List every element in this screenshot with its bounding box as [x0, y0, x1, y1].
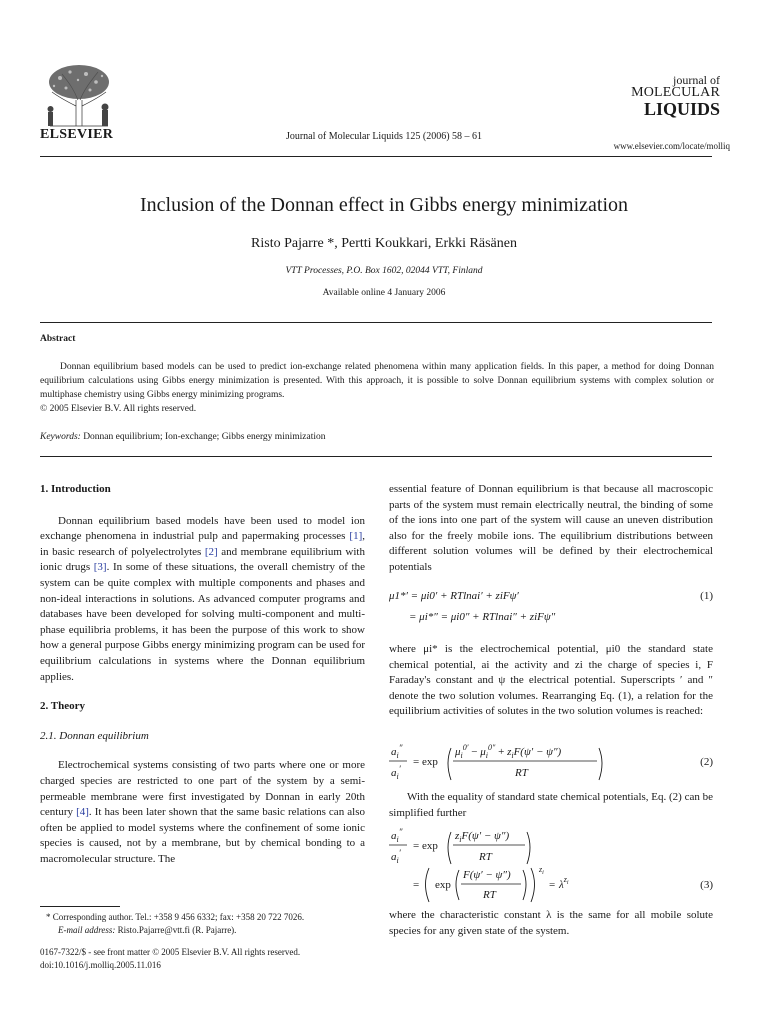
abstract-heading: Abstract [40, 334, 76, 344]
email-value: Risto.Pajarre@vtt.fi (R. Pajarre). [115, 925, 237, 935]
right-paragraph-3: With the equality of standard state chemical potentials, Eq. (2) can be simplified further [389, 791, 713, 819]
journal-url[interactable]: www.elsevier.com/locate/molliq [613, 141, 730, 151]
journal-logo-line3: LIQUIDS [643, 99, 720, 119]
doi-line[interactable]: doi:10.1016/j.molliq.2005.11.016 [40, 960, 161, 970]
keywords [40, 432, 325, 442]
equation-3-number: (3) [700, 879, 713, 891]
abstract-body [40, 360, 714, 416]
abstract-top-divider [40, 322, 712, 323]
journal-logo [590, 74, 720, 118]
footnotes [40, 911, 370, 937]
intro-text-a: Donnan equilibrium based models have been used to model ion exchange phenomena in industrial pulp and papermaking processes [40, 514, 365, 543]
svg-text:RT: RT [483, 889, 496, 901]
svg-text:ai″: $a_i''$ [391, 743, 403, 760]
intro-paragraph [40, 514, 365, 686]
footnote-corresponding: * Corresponding author. Tel.: +358 9 456 6332; fax: +358 20 722 7026. [46, 912, 305, 922]
email-label: E-mail address: [58, 925, 116, 935]
equation-1 [389, 590, 713, 630]
right-column-part-4 [389, 908, 713, 939]
publication-info [40, 946, 380, 972]
header-divider [40, 156, 712, 157]
right-column-part-2 [389, 642, 713, 720]
theory-paragraph [40, 758, 365, 867]
journal-citation: Journal of Molecular Liquids 125 (2006) 58 – 61 [285, 131, 483, 142]
equation-1-number: (1) [700, 590, 713, 602]
svg-text:RT: RT [515, 767, 528, 779]
abstract-copyright: © 2005 Elsevier B.V. All rights reserved. [40, 404, 197, 414]
svg-text:zi: $z_i$ [539, 865, 544, 876]
svg-text:=: = [413, 879, 420, 891]
theory-text-a: Electrochemical systems consisting of two parts where one or more charged species are restricted to one part of the system by a semi-permeable membrane were first investigated by Donnan in early 20th century [40, 759, 365, 819]
citation-link[interactable]: [1] [349, 530, 363, 543]
elsevier-tree-logo-icon [40, 62, 118, 128]
svg-text:exp: exp [435, 879, 451, 891]
availability-date: Available online 4 January 2006 [322, 288, 446, 298]
intro-text-c: and membrane equilibrium with ionic drugs [40, 545, 365, 574]
publisher-name: ELSEVIER [40, 127, 114, 142]
svg-text:= exp: = exp [413, 756, 438, 768]
section-heading-theory: 2. Theory [40, 700, 86, 713]
svg-text:RT: RT [479, 851, 492, 863]
keywords-list: Donnan equilibrium; Ion-exchange; Gibbs energy minimization [83, 432, 326, 442]
keywords-label: Keywords: [40, 432, 81, 442]
left-column [40, 482, 365, 867]
abstract-bottom-divider [40, 456, 712, 457]
equation-2 [389, 740, 713, 786]
citation-link[interactable]: [4] [76, 806, 89, 819]
right-paragraph-2: where μi* is the electrochemical potential, μi0 the standard state chemical potential, ai the activity and zi the charge of species i, F Faraday's constant and ψ the electrical potential. Superscripts ′ and ″ denote the two solution volumes. Rearranging Eq. (1), a relation for the equilibrium activities of solutes in the two solution volumes is reached: [389, 643, 713, 718]
right-column-part-3 [389, 790, 713, 821]
journal-logo-line2: MOLECULAR [631, 85, 720, 100]
citation-link[interactable]: [2] [204, 545, 218, 558]
intro-text-d: . In some of these situations, the overall chemistry of the system can be quite complex with multiple components and phases and non-ideal interactions in solutions. As advanced computer programs and databases have been developed for solving multi-component and multi-phase equilibria problems, it has been the purpose of this work to show how a general purpose Gibbs energy minimizing program can be used for equilibrium calculations in systems where the Donnan equilibrium applies. [40, 561, 365, 683]
svg-text:ai′: $a_i'$ [391, 764, 401, 781]
equation-1-line-2: = μi*″ = μi0″ + RTlnai″ + ziFψ″ [409, 611, 556, 623]
svg-text:ai′: $a_i'$ [391, 848, 401, 865]
right-column [389, 482, 713, 576]
footnote-email [40, 924, 370, 937]
svg-text:μi0′ − μi0″ + ziF(ψ′ − ψ″): $\mu_i^{0'} - \mu_i^{0''} + z_iF(\psi' - \psi'')$ [455, 743, 562, 760]
equation-3 [389, 826, 713, 906]
theory-text-b: . It has been later shown that the same basic relations can also often be applied to model systems where the confinement of some ionic species is caused, not by a membrane, but by chemical bonding to a macromolecular structure. The [40, 806, 365, 865]
right-paragraph-1: essential feature of Donnan equilibrium is that because all macroscopic parts of the system must remain electrically neutral, the binding of some of the ions into one part of the system will cause an uneven distribution also for the freely mobile ions. The equilibrium distributions between different solution volumes will be defined by their electrochemical potentials [389, 483, 713, 573]
svg-text:λzi: $\lambda^{z_i}$ [559, 875, 569, 891]
issn-line: 0167-7322/$ - see front matter © 2005 Elsevier B.V. All rights reserved. [40, 947, 301, 957]
section-heading-introduction: 1. Introduction [40, 483, 111, 495]
paper-title: Inclusion of the Donnan effect in Gibbs energy minimization [139, 194, 629, 216]
author-affiliation: VTT Processes, P.O. Box 1602, 02044 VTT, Finland [285, 266, 483, 276]
right-paragraph-4: where the characteristic constant λ is the same for all mobile solute species for any given state of the system. [389, 909, 713, 937]
svg-text:F(ψ′ − ψ″): F(ψ′ − ψ″) [463, 869, 511, 881]
abstract-text: Donnan equilibrium based models can be used to predict ion-exchange related phenomena within many application fields. In this paper, a method for doing Donnan equilibrium calculations using Gibbs energy minimization is presented. With this approach, it is possible to solve Donnan equilibrium systems with complex solution or multiphase chemistry using Gibbs energy minimizing programs. [40, 362, 714, 400]
svg-text:= exp: = exp [413, 840, 438, 852]
journal-logo-line1: journal of [673, 73, 720, 87]
footnote-divider [40, 906, 120, 907]
svg-text:=: = [549, 879, 556, 891]
citation-link[interactable]: [3] [93, 561, 107, 574]
intro-text-b: , in basic research of polyelectrolytes [40, 530, 365, 558]
svg-text:ai″: $a_i''$ [391, 827, 403, 844]
svg-text:ziF(ψ′ − ψ″): $z_iF(\psi' - \psi'')$ [455, 830, 510, 844]
equation-2-number: (2) [700, 756, 713, 768]
equation-1-line-1: μ1*′ = μi0′ + RTlnai′ + ziFψ′ [389, 590, 519, 602]
subsection-heading-donnan: 2.1. Donnan equilibrium [40, 729, 149, 742]
paper-authors: Risto Pajarre *, Pertti Koukkari, Erkki Räsänen [251, 236, 517, 251]
